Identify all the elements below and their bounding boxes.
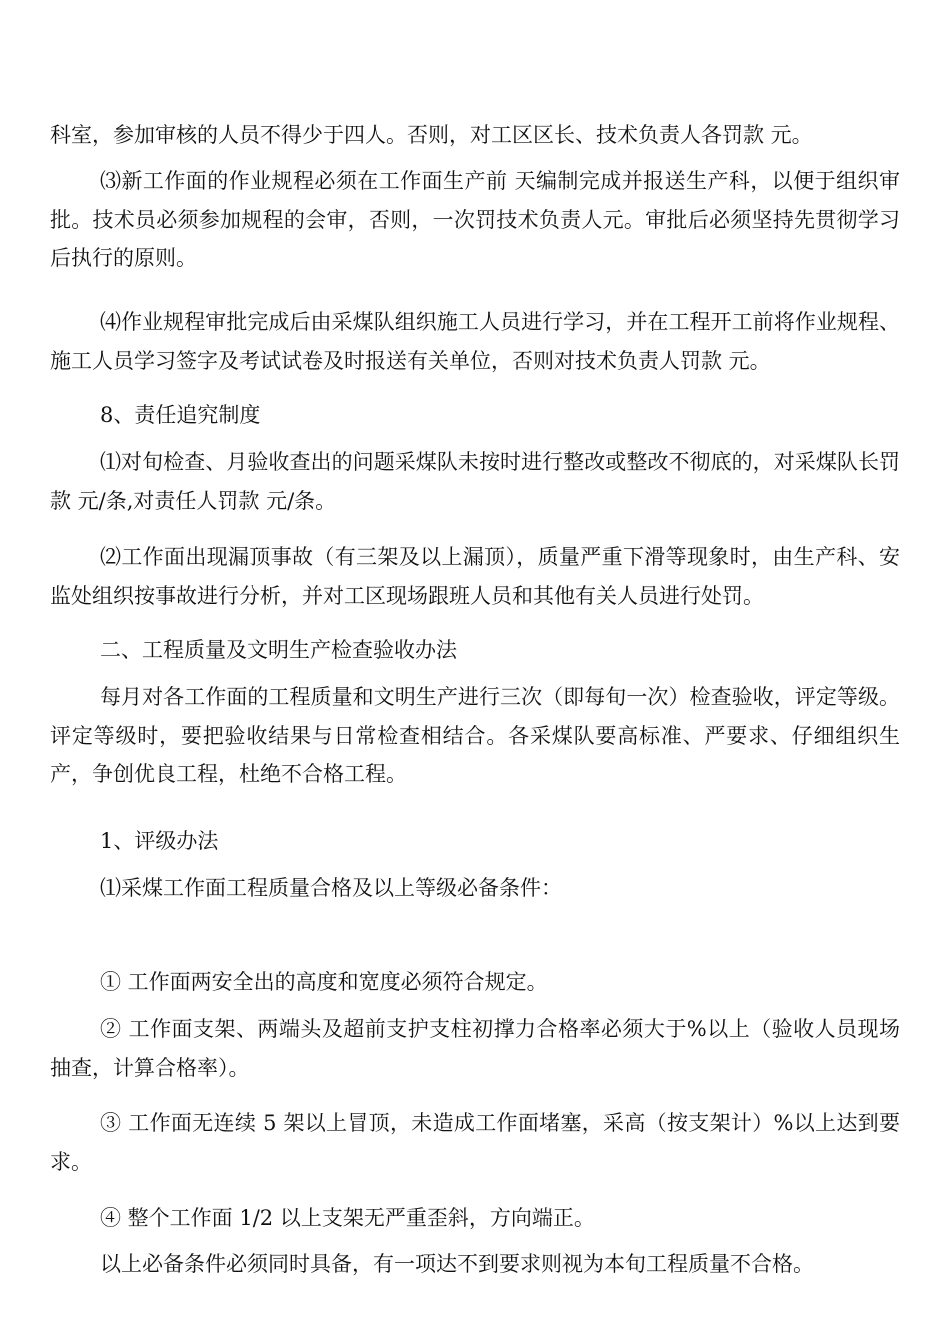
list-item-circle-1: ① 工作面两安全出的高度和宽度必须符合规定。 [100, 970, 548, 994]
paragraph-item-3: ⑶新工作面的作业规程必须在工作面生产前 天编制完成并报送生产科，以便于组织审批。技术员必须参加规程的会审，否则，一次罚技术负责人元。审批后必须坚持先贯彻学习后执行的原则。 [50, 169, 900, 270]
paragraph-prerequisites: ⑴采煤工作面工程质量合格及以上等级必备条件： [100, 876, 562, 900]
paragraph-conclusion: 以上必备条件必须同时具备，有一项达不到要求则视为本旬工程质量不合格。 [100, 1252, 814, 1276]
list-item-circle-3: ③ 工作面无连续 5 架以上冒顶，未造成工作面堵塞，采高（按支架计）%以上达到要求。 [50, 1111, 900, 1174]
paragraph-item-4: ⑷作业规程审批完成后由采煤队组织施工人员进行学习，并在工程开工前将作业规程、施工人员学习签字及考试试卷及时报送有关单位，否则对技术负责人罚款 元。 [50, 310, 900, 373]
paragraph-monthly-inspection: 每月对各工作面的工程质量和文明生产进行三次（即每旬一次）检查验收，评定等级。评定等级时，要把验收结果与日常检查相结合。各采煤队要高标准、严要求、仔细组织生产，争创优良工程，杜绝不合格工程。 [50, 685, 900, 786]
section-heading-8: 8、责任追究制度 [100, 403, 261, 427]
section-heading-rating: 1、评级办法 [100, 829, 219, 853]
list-item-circle-4: ④ 整个工作面 1/2 以上支架无严重歪斜，方向端正。 [100, 1206, 595, 1230]
paragraph-item-2: ⑵工作面出现漏顶事故（有三架及以上漏顶），质量严重下滑等现象时，由生产科、安监处组织按事故进行分析，并对工区现场跟班人员和其他有关人员进行处罚。 [50, 545, 900, 608]
list-item-circle-2: ② 工作面支架、两端头及超前支护支柱初撑力合格率必须大于%以上（验收人员现场抽查，计算合格率）。 [50, 1017, 900, 1080]
paragraph-item-1: ⑴对旬检查、月验收查出的问题采煤队未按时进行整改或整改不彻底的，对采煤队长罚款 元/条,对责任人罚款 元/条。 [50, 450, 900, 513]
paragraph-continuation: 科室，参加审核的人员不得少于四人。否则，对工区区长、技术负责人各罚款 元。 [50, 123, 813, 147]
section-heading-two: 二、工程质量及文明生产检查验收办法 [100, 638, 457, 662]
